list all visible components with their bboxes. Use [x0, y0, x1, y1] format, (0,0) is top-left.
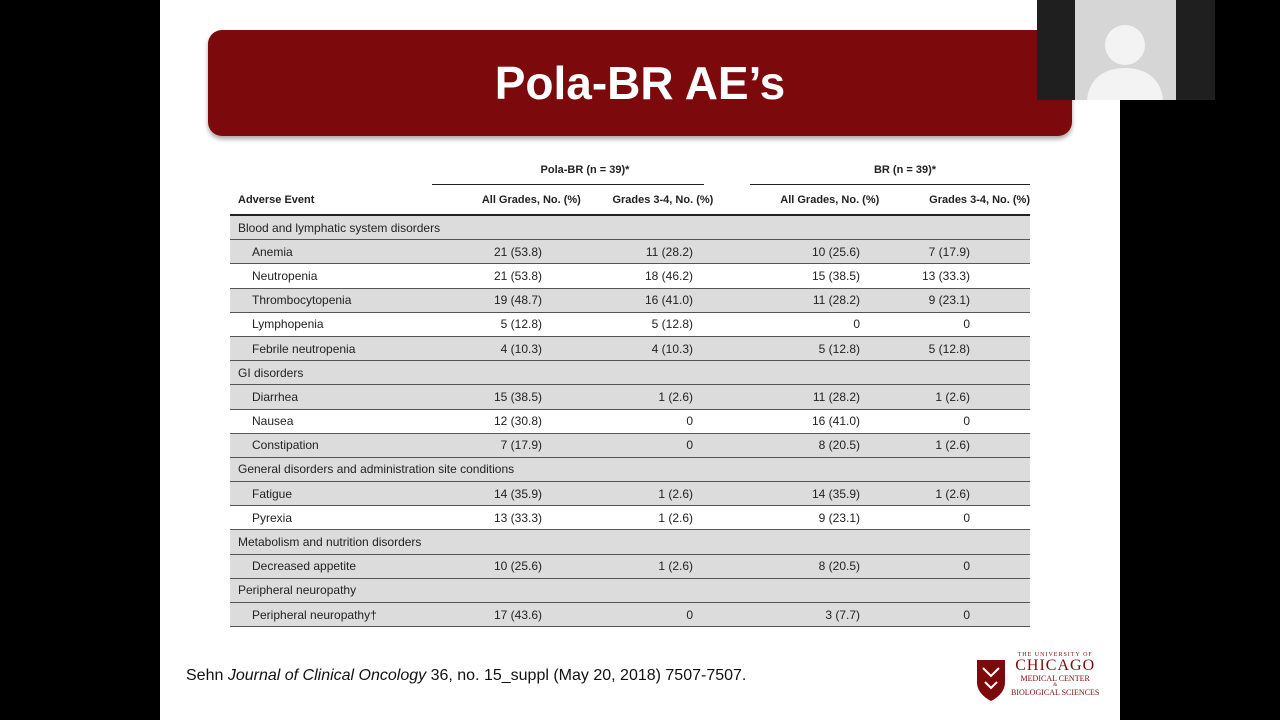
group-rule-pola-br — [432, 184, 704, 185]
table-cell: 8 (20.5) — [818, 559, 860, 574]
table-cell: 5 (12.8) — [928, 341, 970, 356]
logo-text — [1011, 652, 1099, 697]
table-cell: 1 (2.6) — [658, 559, 693, 574]
column-header: Adverse Event — [238, 194, 315, 206]
group-header-row — [230, 158, 1030, 186]
adverse-event-name: Pyrexia — [252, 510, 293, 525]
adverse-events-table — [230, 158, 1030, 627]
citation-details: 36, no. 15_suppl (May 20, 2018) 7507-7507. — [426, 667, 747, 684]
table-row — [230, 337, 1030, 361]
column-header-row — [230, 186, 1030, 216]
table-body — [230, 216, 1030, 627]
slide — [160, 0, 1120, 720]
table-cell: 9 (23.1) — [818, 510, 860, 525]
logo-line: THE UNIVERSITY OF — [1017, 652, 1093, 658]
adverse-event-name: Fatigue — [252, 486, 293, 501]
table-row — [230, 313, 1030, 337]
table-cell: 12 (30.8) — [493, 414, 542, 429]
table-cell: 0 — [686, 607, 693, 622]
table-cell: 13 (33.3) — [493, 510, 542, 525]
adverse-event-name: Decreased appetite — [252, 559, 357, 574]
adverse-event-name: Constipation — [252, 438, 319, 453]
table-cell: 3 (7.7) — [825, 607, 860, 622]
table-cell: 11 (28.2) — [812, 389, 860, 404]
adverse-event-name: Lymphopenia — [252, 317, 324, 332]
table-cell: 1 (2.6) — [658, 389, 693, 404]
category-label: General disorders and administration site conditions — [238, 462, 515, 477]
table-category-row — [230, 361, 1030, 385]
table-cell: 5 (12.8) — [500, 317, 542, 332]
citation — [186, 667, 746, 685]
table-cell: 1 (2.6) — [658, 486, 693, 501]
table-cell: 11 (28.2) — [645, 244, 693, 259]
table-cell: 19 (48.7) — [493, 293, 542, 308]
table-row — [230, 264, 1030, 288]
table-cell: 7 (17.9) — [500, 438, 542, 453]
adverse-event-name: Nausea — [252, 414, 294, 429]
category-label: Metabolism and nutrition disorders — [238, 535, 422, 550]
table-cell: 5 (12.8) — [651, 317, 693, 332]
category-label: GI disorders — [238, 365, 304, 380]
table-cell: 1 (2.6) — [935, 438, 970, 453]
table-row — [230, 603, 1030, 627]
table-cell: 0 — [963, 317, 970, 332]
table-cell: 15 (38.5) — [493, 389, 542, 404]
table-category-row — [230, 458, 1030, 482]
adverse-event-name: Anemia — [252, 244, 293, 259]
logo-line: MEDICAL CENTER — [1020, 674, 1090, 683]
slide-title: Pola-BR AE’s — [494, 57, 786, 109]
citation-author: Sehn — [186, 667, 228, 684]
group-header-pola-br: Pola-BR (n = 39)* — [540, 164, 630, 176]
university-logo — [975, 652, 1110, 708]
table-row — [230, 434, 1030, 458]
column-header: All Grades, No. (%) — [780, 194, 880, 206]
table-row — [230, 482, 1030, 506]
table-cell: 0 — [686, 414, 693, 429]
table-cell: 9 (23.1) — [928, 293, 970, 308]
table-row — [230, 506, 1030, 530]
column-header: Grades 3-4, No. (%) — [612, 194, 714, 206]
table-row — [230, 555, 1030, 579]
table-cell: 11 (28.2) — [812, 293, 860, 308]
table-cell: 1 (2.6) — [658, 510, 693, 525]
title-banner — [208, 30, 1072, 136]
logo-line: BIOLOGICAL SCIENCES — [1011, 688, 1100, 697]
table-category-row — [230, 216, 1030, 240]
table-cell: 21 (53.8) — [493, 268, 542, 283]
category-label: Blood and lymphatic system disorders — [238, 220, 441, 235]
table-cell: 0 — [963, 559, 970, 574]
table-row — [230, 240, 1030, 264]
table-cell: 18 (46.2) — [644, 268, 693, 283]
group-header-br: BR (n = 39)* — [873, 164, 937, 176]
column-header: Grades 3-4, No. (%) — [929, 194, 1030, 206]
table-cell: 17 (43.6) — [493, 607, 542, 622]
category-label: Peripheral neuropathy — [238, 583, 357, 598]
adverse-event-name: Febrile neutropenia — [252, 341, 356, 356]
table-cell: 15 (38.5) — [811, 268, 860, 283]
table-row — [230, 410, 1030, 434]
table-cell: 16 (41.0) — [811, 414, 860, 429]
adverse-event-name: Diarrhea — [252, 389, 299, 404]
table-cell: 5 (12.8) — [818, 341, 860, 356]
adverse-event-name: Thrombocytopenia — [252, 293, 352, 308]
university-shield-icon — [975, 658, 1007, 702]
logo-line: & — [1053, 683, 1058, 688]
adverse-event-name: Neutropenia — [252, 268, 318, 283]
table-cell: 0 — [853, 317, 860, 332]
table-cell: 4 (10.3) — [500, 341, 542, 356]
table-row — [230, 385, 1030, 409]
table-cell: 8 (20.5) — [818, 438, 860, 453]
table-category-row — [230, 579, 1030, 603]
participant-video-thumbnail[interactable] — [1037, 0, 1215, 100]
table-cell: 14 (35.9) — [493, 486, 542, 501]
table-cell: 14 (35.9) — [811, 486, 860, 501]
table-cell: 10 (25.6) — [493, 559, 542, 574]
table-cell: 16 (41.0) — [644, 293, 693, 308]
table-row — [230, 289, 1030, 313]
logo-line: CHICAGO — [1015, 657, 1096, 674]
table-cell: 4 (10.3) — [651, 341, 693, 356]
table-cell: 0 — [963, 607, 970, 622]
group-rule-br — [750, 184, 1030, 185]
table-cell: 13 (33.3) — [921, 268, 970, 283]
table-cell: 0 — [963, 414, 970, 429]
column-header: All Grades, No. (%) — [481, 194, 581, 206]
citation-journal: Journal of Clinical Oncology — [227, 667, 427, 684]
table-cell: 0 — [963, 510, 970, 525]
participant-tile[interactable] — [1075, 0, 1176, 100]
table-cell: 21 (53.8) — [493, 244, 542, 259]
table-category-row — [230, 530, 1030, 554]
adverse-event-name: Peripheral neuropathy† — [252, 607, 377, 622]
table-cell: 0 — [686, 438, 693, 453]
table-cell: 1 (2.6) — [935, 389, 970, 404]
table-cell: 10 (25.6) — [811, 244, 860, 259]
avatar-placeholder-icon — [1075, 0, 1176, 100]
table-cell: 7 (17.9) — [928, 244, 970, 259]
table-cell: 1 (2.6) — [935, 486, 970, 501]
